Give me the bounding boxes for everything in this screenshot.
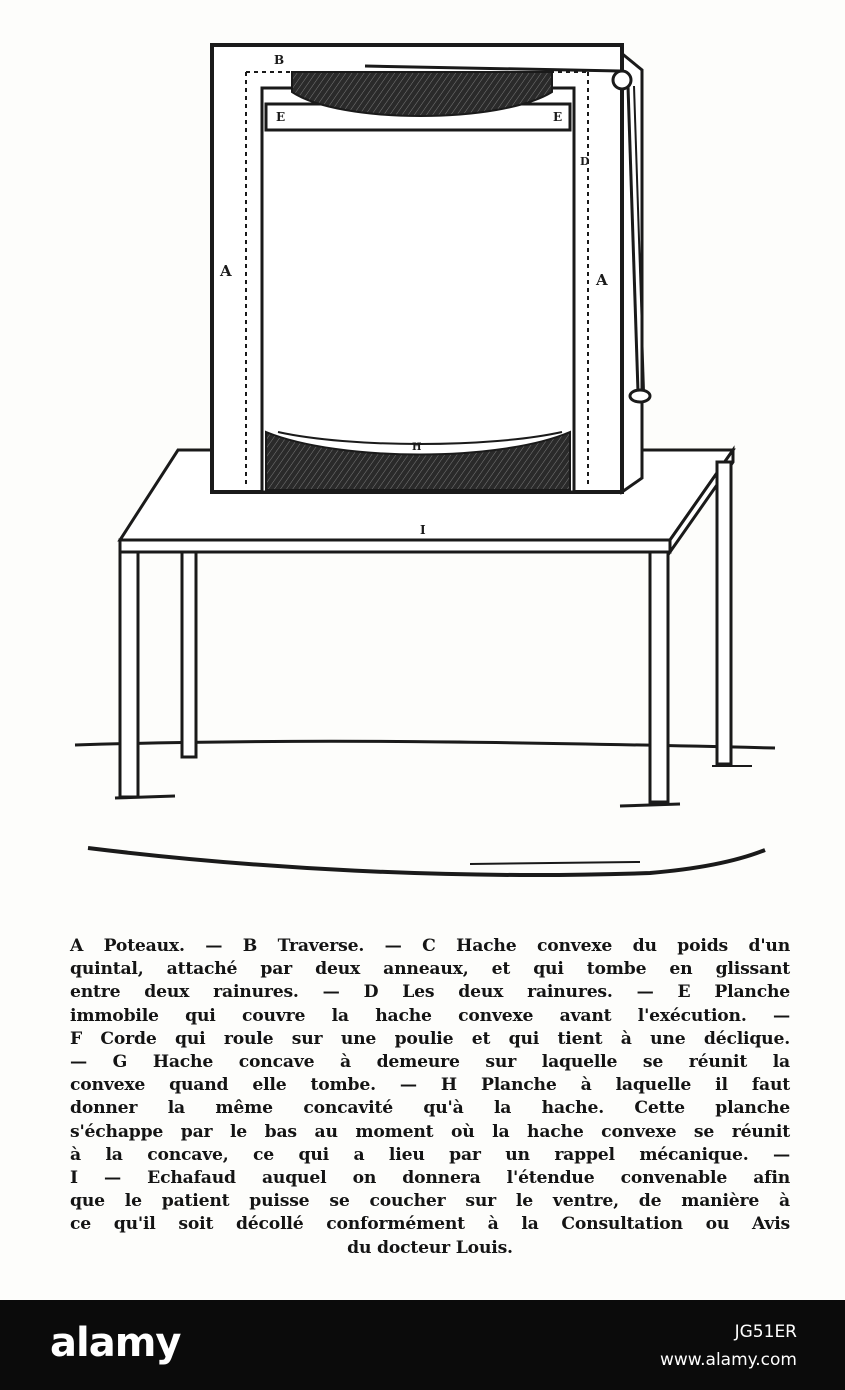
figure-label-e-right: E bbox=[553, 110, 563, 124]
scaffold-table bbox=[115, 450, 752, 806]
figure-label-h: H bbox=[412, 442, 422, 453]
figure-caption bbox=[70, 935, 790, 1260]
alamy-logo: alamy bbox=[50, 1320, 181, 1366]
caption-line: F Corde qui roule sur une poulie et qui tient à une déclique. bbox=[70, 1028, 790, 1049]
caption-line: immobile qui couvre la hache convexe avant l'exécution. — bbox=[70, 1005, 790, 1026]
caption-line: I — Echafaud auquel on donnera l'étendue convenable afin bbox=[70, 1168, 790, 1189]
figure-label-b: B bbox=[274, 53, 285, 67]
figure-label-i: I bbox=[420, 523, 426, 537]
figure-label-e-left: E bbox=[276, 110, 286, 124]
caption-line: convexe quand elle tombe. — H Planche à laquelle il faut bbox=[70, 1075, 790, 1096]
caption-line: à la concave, ce qui a lieu par un rappel mécanique. — bbox=[70, 1144, 790, 1165]
figure-label-a-left: A bbox=[220, 262, 232, 280]
caption-line: quintal, attaché par deux anneaux, et qui tombe en glissant bbox=[70, 959, 790, 980]
caption-line: A Poteaux. — B Traverse. — C Hache convexe du poids d'un bbox=[70, 936, 790, 956]
caption-line: entre deux rainures. — D Les deux rainures. — E Planche bbox=[70, 982, 790, 1003]
ground-line bbox=[75, 741, 775, 875]
caption-line: s'échappe par le bas au moment où la hache convexe se réunit bbox=[70, 1121, 790, 1142]
caption-line: donner la même concavité qu'à la hache. Cette planche bbox=[70, 1098, 790, 1119]
caption-line: — G Hache concave à demeure sur laquelle se réunit la bbox=[70, 1052, 790, 1073]
figure-label-d: D bbox=[580, 155, 590, 168]
caption-line: du docteur Louis. bbox=[347, 1237, 513, 1258]
caption-line: que le patient puisse se coucher sur le ventre, de manière à bbox=[70, 1191, 790, 1212]
figure-label-a-right: A bbox=[596, 271, 608, 289]
image-id: JG51ER bbox=[734, 1322, 797, 1342]
watermark-footer bbox=[0, 1300, 845, 1390]
site-url: www.alamy.com bbox=[659, 1350, 797, 1370]
caption-line: ce qu'il soit décollé conformément à la Consultation ou Avis bbox=[70, 1214, 790, 1235]
